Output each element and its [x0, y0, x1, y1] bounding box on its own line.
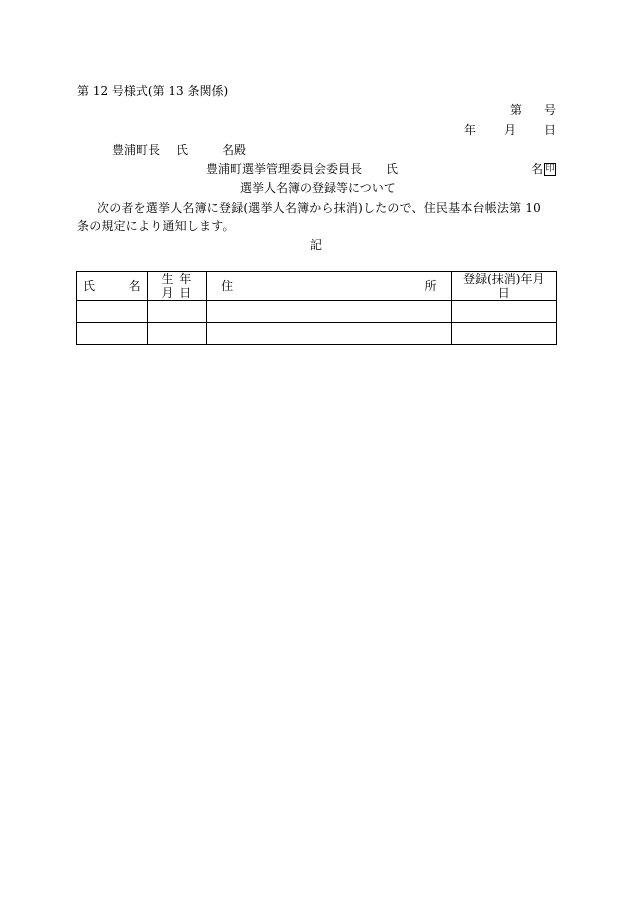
date-day: 日 — [543, 123, 556, 137]
cell-name — [77, 301, 148, 323]
header-address — [207, 272, 451, 301]
cell-birthdate — [147, 301, 206, 323]
records-table — [76, 271, 557, 345]
body-paragraph: 次の者を選挙人名簿に登録(選挙人名簿から抹消)したので、住民基本台帳法第 10 条の規定により通知します。 — [77, 201, 542, 233]
addressee-line — [112, 143, 246, 157]
header-name — [77, 272, 148, 301]
header-name-b: 名 — [128, 279, 141, 293]
document-number-line — [510, 103, 556, 117]
seal-mark: 印 — [545, 164, 555, 174]
header-birthdate-label: 生 年 月 日 — [161, 272, 193, 300]
subject-line: 選挙人名簿の登録等について — [240, 181, 396, 195]
header-name-a: 氏 — [83, 279, 96, 293]
addressee-org: 豊浦町長 — [112, 143, 161, 157]
sender-line — [206, 162, 398, 176]
cell-registration-date — [451, 301, 556, 323]
addressee-name-a: 氏 — [176, 143, 189, 157]
table-header-row — [77, 272, 557, 301]
cell-address — [207, 301, 451, 323]
date-year: 年 — [463, 123, 476, 137]
table-row — [77, 301, 557, 323]
header-birthdate — [147, 272, 206, 301]
header-address-b: 所 — [424, 279, 437, 293]
form-number-title: 第 12 号様式(第 13 条関係) — [77, 84, 229, 98]
cell-birthdate — [147, 323, 206, 345]
date-line — [464, 123, 556, 137]
sender-name-seal — [531, 162, 556, 176]
header-address-a: 住 — [221, 279, 234, 293]
document-number-prefix: 第 — [509, 103, 522, 117]
sender-title: 豊浦町選挙管理委員会委員長 — [206, 162, 363, 176]
cell-name — [77, 323, 148, 345]
cell-address — [207, 323, 451, 345]
sender-name-a: 氏 — [386, 162, 399, 176]
document-number-suffix: 号 — [543, 103, 556, 117]
cell-registration-date — [451, 323, 556, 345]
header-registration-label: 登録(抹消)年月日 — [463, 272, 545, 300]
addressee-name-b: 名殿 — [222, 143, 247, 157]
sender-name-b: 名 — [530, 162, 543, 176]
date-month: 月 — [503, 123, 516, 137]
header-registration-date — [451, 272, 556, 301]
ki-heading: 記 — [310, 238, 323, 252]
table-row — [77, 323, 557, 345]
